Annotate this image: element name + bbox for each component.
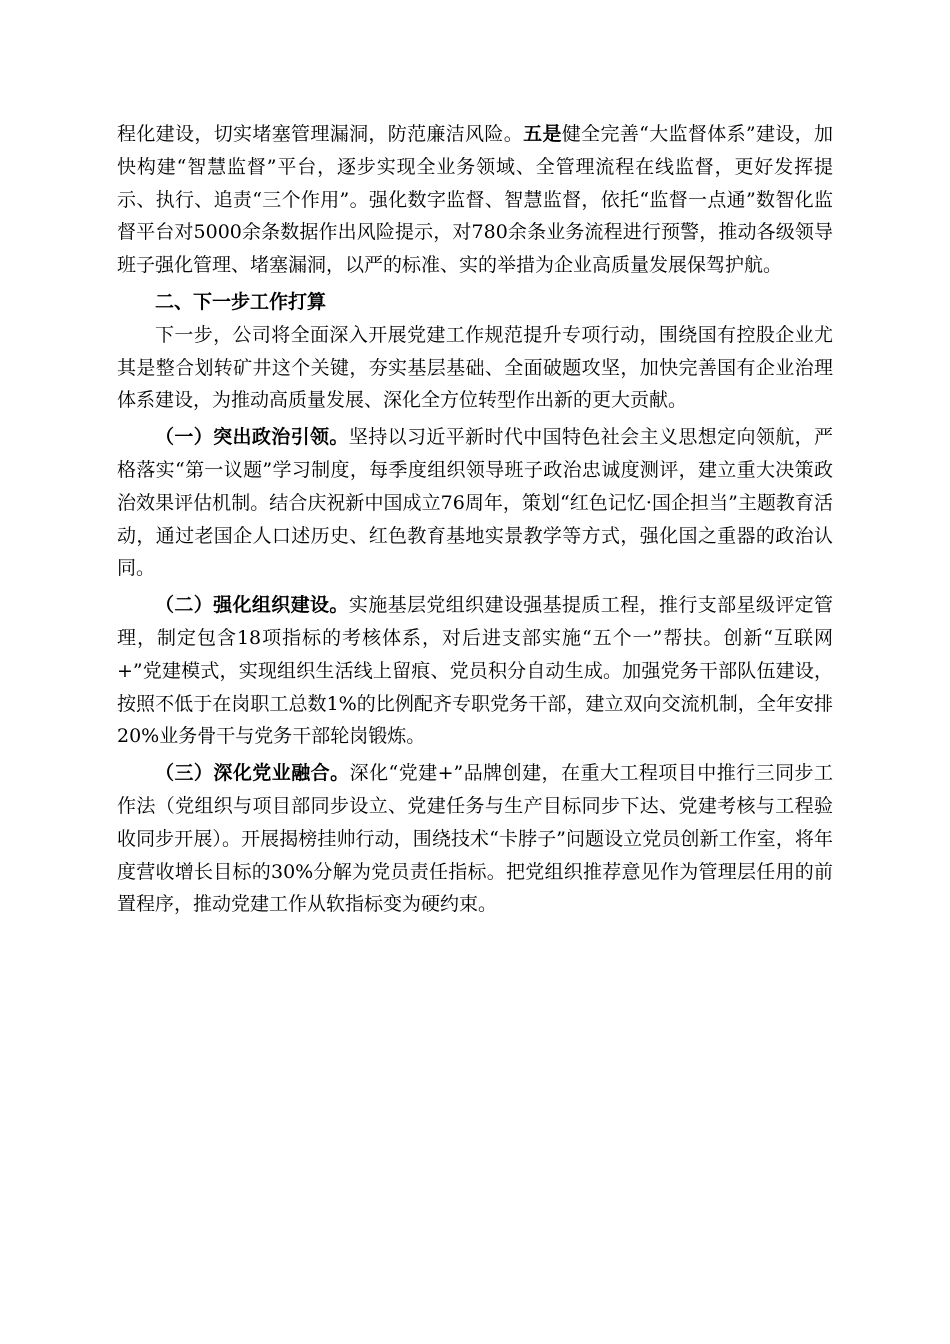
bold-lead-fifth: 五是 xyxy=(523,123,562,145)
section-heading-next-steps: 二、下一步工作打算 xyxy=(155,290,327,313)
paragraph-text: 程化建设，切实堵塞管理漏洞，防范廉洁风险。 xyxy=(117,123,524,145)
item-political-leadership xyxy=(117,421,833,585)
paragraph-supervision xyxy=(117,118,833,282)
item-body: 深化“党建+”品牌创建，在重大工程项目中推行三同步工作法（党组织与项目部同步设立、党建任务与生产目标同步下达、党建考核与工程验收同步开展）。开展揭榜挂帅行动，围绕技术“卡脖子”问题设立党员创新工作室，将年度营收增长目标的30%分解为党员责任指标。把党组织推荐意见作为管理层任用的前置程序，推动党建工作从软指标变为硬约束。 xyxy=(117,762,833,916)
item-body: 实施基层党组织建设强基提质工程，推行支部星级评定管理，制定包含18项指标的考核体系，对后进支部实施“五个一”帮扶。创新“互联网+”党建模式，实现组织生活线上留痕、党员积分自动生成。加强党务干部队伍建设，按照不低于在岗职工总数1%的比例配齐专职党务干部，建立双向交流机制，全年安排20%业务骨干与党务干部轮岗锻炼。 xyxy=(117,594,833,748)
item-lead: （三）深化党业融合。 xyxy=(155,762,350,785)
paragraph-next-steps-intro: 下一步，公司将全面深入开展党建工作规范提升专项行动，围绕国有控股企业尤其是整合划转矿井这个关键，夯实基层基础、全面破题攻坚，加快完善国有企业治理体系建设，为推动高质量发展、深化全方位转型作出新的更大贡献。 xyxy=(117,323,833,412)
item-lead: （二）强化组织建设。 xyxy=(155,594,349,617)
document-body xyxy=(117,118,833,921)
item-party-business-integration xyxy=(117,757,833,921)
item-body: 坚持以习近平新时代中国特色社会主义思想定向领航，严格落实“第一议题”学习制度，每季度组织领导班子政治忠诚度测评，建立重大决策政治效果评估机制。结合庆祝新中国成立76周年，策划“红色记忆·国企担当”主题教育活动，通过老国企人口述历史、红色教育基地实景教学等方式，强化国之重器的政治认同。 xyxy=(117,426,833,580)
item-organization-building xyxy=(117,589,833,753)
paragraph-text: 健全完善“大监督体系”建设，加快构建“智慧监督”平台，逐步实现全业务领域、全管理流程在线监督，更好发挥提示、执行、追责“三个作用”。强化数字监督、智慧监督，依托“监督一点通”数智化监督平台对5000余条数据作出风险提示，对780余条业务流程进行预警，推动各级领导班子强化管理、堵塞漏洞，以严的标准、实的举措为企业高质量发展保驾护航。 xyxy=(117,123,833,277)
item-lead: （一）突出政治引领。 xyxy=(155,426,349,449)
